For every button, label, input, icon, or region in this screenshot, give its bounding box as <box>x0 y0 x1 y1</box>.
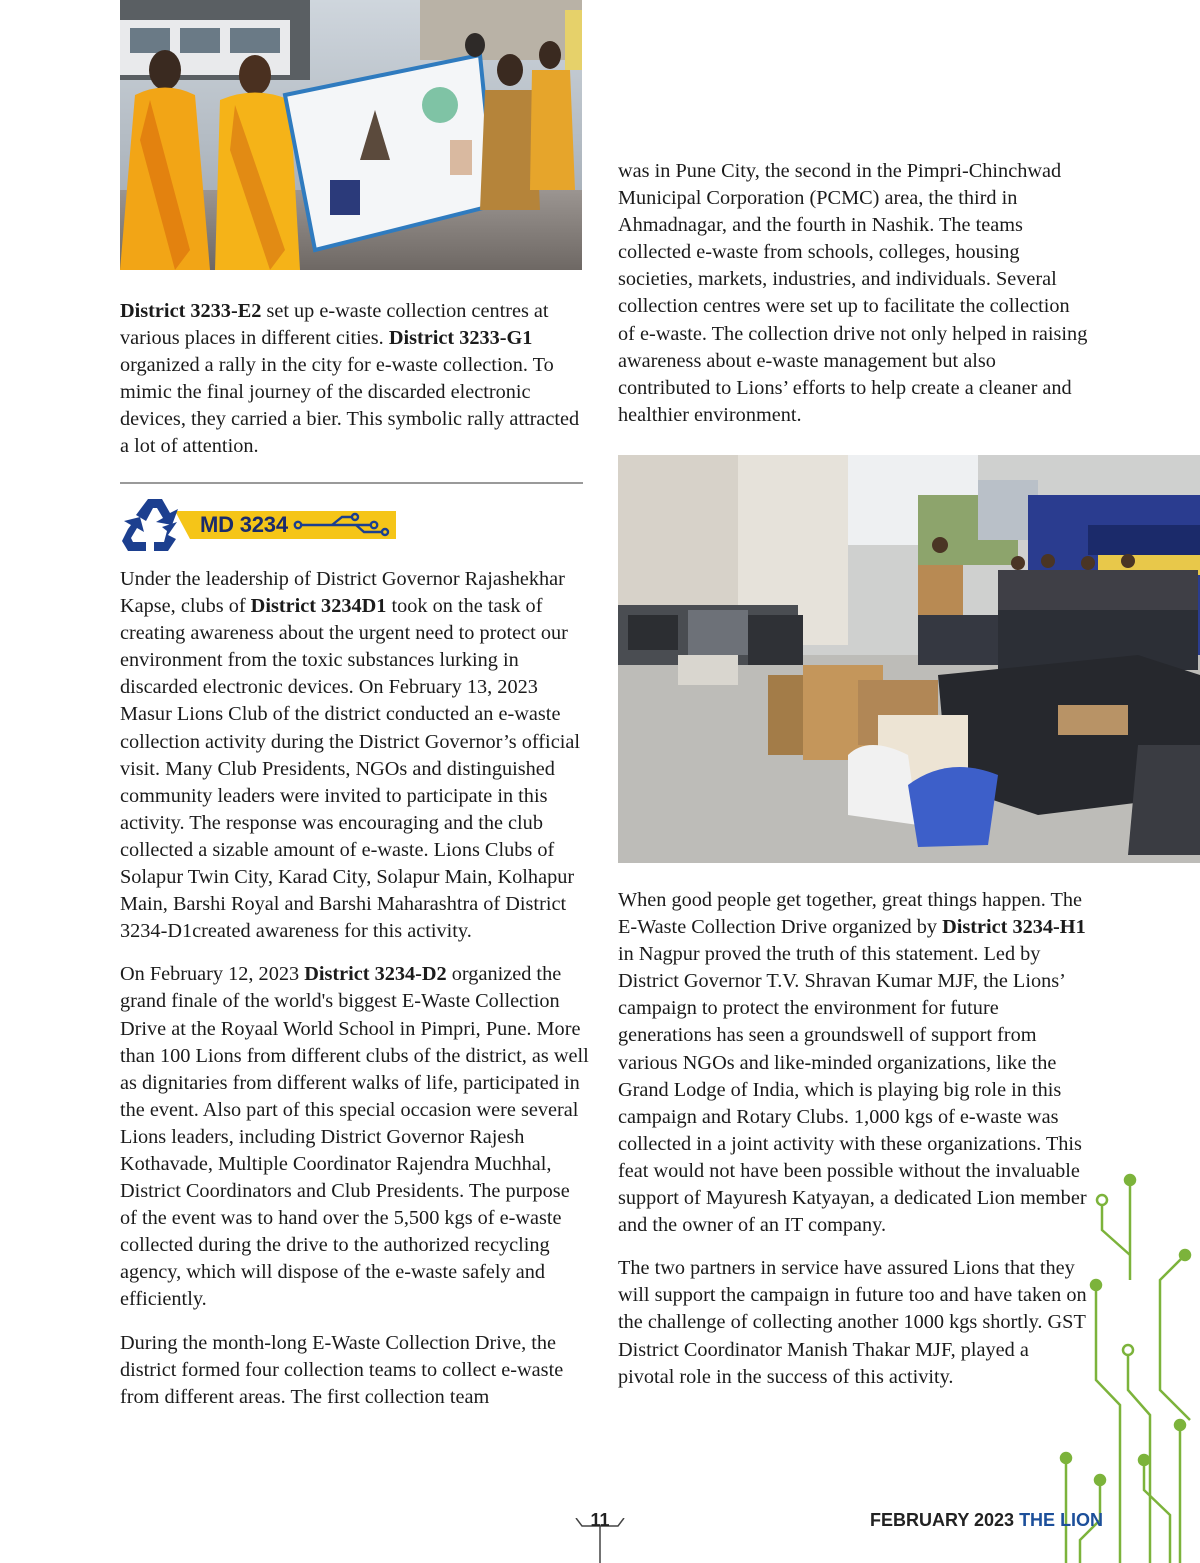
ewaste-drive-photo <box>618 455 1200 863</box>
paragraph-text: in Nagpur proved the truth of this statement. Led by District Governor T.V. Shravan Kumar MJF, the Lions’ campaign to protect the environment for future generations has seen a groundswell of support from various NGOs and like-minded organizations, like the Grand Lodge of India, which is playing big role in this campaign and Rotary Clubs. 1,000 kgs of e-waste was collected in a joint activity with these organizations. This feat would not have been possible without the invaluable support of Mayuresh Katyayan, a dedicated Lion member and the owner of an IT company. <box>618 943 1087 1237</box>
paragraph-text: set up e-waste collection centres at various places in different cities. <box>120 300 549 350</box>
issue-date: FEBRUARY 2023 <box>870 1510 1020 1530</box>
paragraph-text: organized a rally in the city for e-waste collection. To mimic the final journey of the discarded electronic devices, they carried a bier. This symbolic rally attracted a lot of attention. <box>120 354 580 458</box>
paragraph: The two partners in service have assured Lions that they will support the campaign in future too and have taken on the challenge of collecting another 1000 kgs shortly. GST District Coordinator Manish Thakar MJF, played a pivotal role in the success of this activity. <box>618 1257 1087 1388</box>
right-intro-text <box>618 158 1088 429</box>
paragraph-text: When good people get together, great things happen. The E-Waste Collection Drive organized by <box>618 889 1083 939</box>
right-article <box>618 887 1088 1391</box>
district-name: District 3234D1 <box>250 595 387 618</box>
paragraph <box>618 887 1088 1239</box>
magazine-footer <box>870 1510 1103 1531</box>
district-name: District 3234-D2 <box>304 963 447 986</box>
paragraph <box>120 961 590 1313</box>
paragraph-text: On February 12, 2023 <box>120 963 305 986</box>
magazine-name: THE LION <box>1019 1510 1104 1530</box>
page-number: 11 <box>590 1510 610 1530</box>
section-label: MD 3234 <box>200 512 288 537</box>
district-name: District 3233-E2 <box>120 300 262 322</box>
recycle-icon <box>122 499 178 551</box>
circuit-decoration <box>1040 1160 1200 1563</box>
district-name: District 3233-G1 <box>388 327 533 350</box>
paragraph-text: organized the grand finale of the world's biggest E-Waste Collection Drive at the Royaal World School in Pimpri, Pune. More than 100 Lions from different clubs of the district, as well as dignitaries from different walks of life, participated in the event. Also part of this special occasion were several Lions leaders, including District Governor Rajesh Kothavade, Multiple Coordinator Rajendra Muchhal, District Coordinators and Club Presidents. The purpose of the event was to hand over the 5,500 kgs of e-waste collected during the drive to the authorized recycling agency, which will dispose of the e-waste safely and efficiently. <box>120 963 589 1311</box>
district-name: District 3234-H1 <box>942 916 1086 939</box>
paragraph: was in Pune City, the second in the Pimpri-Chinchwad Municipal Corporation (PCMC) area, the third in Ahmadnagar, and the fourth in Nashik. The teams collected e-waste from schools, colleges, housing societies, markets, industries, and individuals. Several collection centres were set up to facilitate the collection of e-waste. The collection drive not only helped in raising awareness about e-waste management but also contributed to Lions’ efforts to help create a cleaner and healthier environment. <box>618 160 1088 426</box>
paragraph-text: took on the task of creating awareness about the urgent need to protect our environment from the toxic substances lurking in discarded electronic devices. On February 13, 2023 Masur Lions Club of the district conducted an e-waste collection activity during the District Governor’s official visit. Many Club Presidents, NGOs and distinguished community leaders were invited to participate in this activity. The response was encouraging and the club collected a sizable amount of e-waste. Lions Clubs of Solapur Twin City, Karad City, Solapur Main, Kolhapur Main, Barshi Royal and Barshi Maharashtra of District 3234-D1created awareness for this activity. <box>120 595 580 943</box>
paragraph <box>120 566 590 945</box>
paragraph-text: Under the leadership of District Governor Rajashekhar Kapse, clubs of <box>120 568 565 618</box>
paragraph: During the month-long E-Waste Collection Drive, the district formed four collection teams to collect e-waste from different areas. The first collection team <box>120 1331 564 1408</box>
left-article <box>120 566 590 1411</box>
section-divider <box>120 482 583 484</box>
paragraph <box>120 298 590 461</box>
rally-photo <box>120 0 582 270</box>
left-intro-text <box>120 298 590 461</box>
